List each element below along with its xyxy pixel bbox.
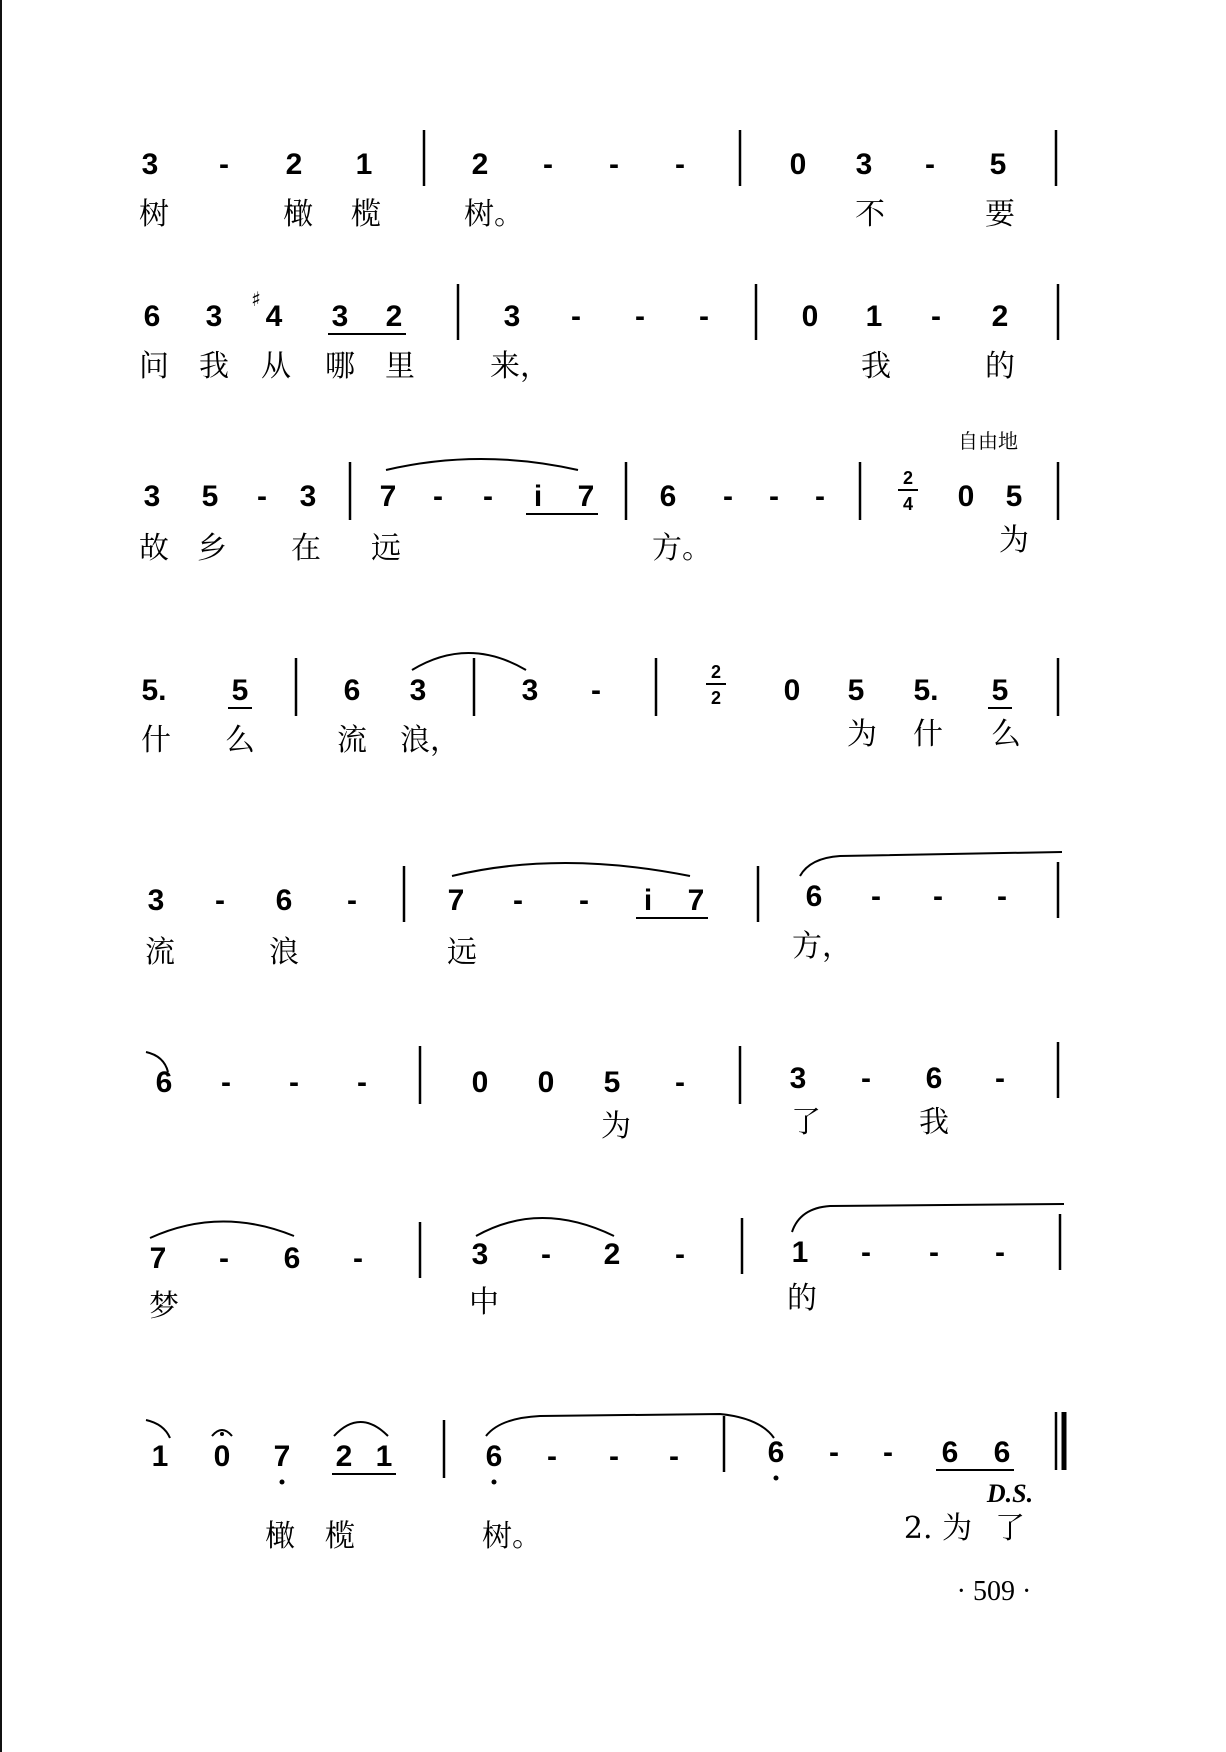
note: 6: [659, 480, 677, 513]
note: 6: [143, 300, 161, 333]
note: -: [609, 148, 619, 181]
lyric: 中: [469, 1285, 499, 1320]
lyric: 橄: [265, 1519, 295, 1554]
note: 3: [789, 1062, 807, 1095]
note: 5: [231, 674, 249, 707]
note: -: [353, 1242, 363, 1275]
note: -: [219, 148, 229, 181]
note: -: [675, 1066, 685, 1099]
note: 3: [855, 148, 873, 181]
note: 3: [521, 674, 539, 707]
slur: [334, 1422, 388, 1436]
sharp-sign: ♯: [251, 287, 261, 311]
lyric: 流: [337, 723, 367, 758]
lyric: 为: [999, 523, 1029, 558]
lyric: 我: [861, 349, 891, 384]
note: -: [883, 1436, 893, 1469]
note: -: [543, 148, 553, 181]
tie: [800, 852, 1062, 876]
lyric: 树。: [482, 1519, 542, 1554]
lyric: 的: [787, 1281, 817, 1316]
note: -: [433, 480, 443, 513]
note: 2: [471, 148, 489, 181]
lyric: 问: [139, 349, 169, 384]
note: 3: [147, 884, 165, 917]
lyric: 来，: [490, 349, 550, 384]
lyric: 里: [385, 349, 415, 384]
note: 2: [603, 1238, 621, 1271]
tie: [486, 1414, 774, 1438]
note: 1: [151, 1440, 169, 1473]
note: 0: [537, 1066, 555, 1099]
tie: [412, 653, 526, 670]
slur: [150, 1221, 294, 1238]
note: -: [861, 1236, 871, 1269]
note: 4: [265, 300, 283, 333]
lyric: 不: [855, 197, 885, 232]
tempo-marking: 自由地: [958, 429, 1018, 453]
note: 6: [343, 674, 361, 707]
lyric: 我: [199, 349, 229, 384]
note: 6: [925, 1062, 943, 1095]
note: -: [995, 1236, 1005, 1269]
note: -: [861, 1062, 871, 1095]
note: -: [257, 480, 267, 513]
system-7: [149, 1204, 1064, 1324]
lyric: 乡: [197, 531, 227, 566]
note: 3: [503, 300, 521, 333]
note: -: [669, 1440, 679, 1473]
system-6: [146, 1042, 1058, 1144]
lyric: 榄: [325, 1519, 355, 1554]
lyric: 要: [985, 197, 1015, 232]
system-1: [139, 130, 1056, 232]
note: 3: [205, 300, 223, 333]
note: 5: [603, 1066, 621, 1099]
note: 7: [273, 1440, 291, 1473]
note: 3: [299, 480, 317, 513]
note: 1: [865, 300, 883, 333]
time-signature-bottom: 4: [902, 494, 914, 514]
note: -: [829, 1436, 839, 1469]
note: -: [357, 1066, 367, 1099]
lyric: 树。: [464, 197, 524, 232]
note: 3: [409, 674, 427, 707]
tie-end: [146, 1420, 170, 1438]
time-signature-bottom: 2: [710, 688, 722, 708]
note: -: [675, 1238, 685, 1271]
note: 2: [991, 300, 1009, 333]
note: 0: [957, 480, 975, 513]
note: 5: [201, 480, 219, 513]
lyric: 在: [291, 531, 321, 566]
note: 2: [285, 148, 303, 181]
time-signature-top: 2: [902, 468, 914, 488]
slur: [386, 459, 578, 470]
note: -: [289, 1066, 299, 1099]
note: 3: [331, 300, 349, 333]
lyric: 橄: [283, 197, 313, 232]
system-8: [146, 1412, 1064, 1554]
note: -: [933, 880, 943, 913]
note: -: [347, 884, 357, 917]
note: -: [513, 884, 523, 917]
lyric: 了: [791, 1105, 821, 1140]
note: 7: [447, 884, 465, 917]
lyric: 我: [919, 1105, 949, 1140]
system-3: [139, 429, 1058, 566]
note: 3: [141, 148, 159, 181]
note: -: [871, 880, 881, 913]
note: 7: [687, 884, 705, 917]
lyric: 为: [601, 1109, 631, 1144]
lyric: 远: [447, 935, 477, 970]
note: -: [769, 480, 779, 513]
note: 5.: [913, 674, 939, 707]
note: 2: [385, 300, 403, 333]
note: 2: [335, 1440, 353, 1473]
lyric: 故: [139, 531, 169, 566]
system-4: [141, 653, 1058, 758]
note: i: [643, 884, 653, 917]
lyric: 2. 为: [903, 1511, 973, 1546]
note: 6: [275, 884, 293, 917]
note: 6: [155, 1066, 173, 1099]
note: 6: [941, 1436, 959, 1469]
lower-octave-dot: [492, 1480, 497, 1485]
note: 6: [485, 1440, 503, 1473]
note: -: [995, 1062, 1005, 1095]
note: 7: [149, 1242, 167, 1275]
lyric: 什: [141, 723, 171, 758]
note: -: [541, 1238, 551, 1271]
note: 6: [767, 1436, 785, 1469]
lyric: 么: [991, 717, 1021, 752]
lyric: 流: [145, 935, 175, 970]
tie: [792, 1204, 1064, 1232]
note: -: [571, 300, 581, 333]
lyric: 的: [985, 349, 1015, 384]
lyric: 哪: [325, 349, 355, 384]
note: -: [925, 148, 935, 181]
lyric: 榄: [351, 197, 381, 232]
note: -: [675, 148, 685, 181]
note: -: [609, 1440, 619, 1473]
note: -: [579, 884, 589, 917]
lyric: 梦: [149, 1289, 179, 1324]
slur: [452, 863, 690, 876]
lyric: 浪，: [400, 723, 460, 758]
system-5: [145, 852, 1062, 970]
note: -: [723, 480, 733, 513]
lyric: 方，: [792, 929, 852, 964]
note: 0: [801, 300, 819, 333]
note: 0: [213, 1440, 231, 1473]
note: 6: [805, 880, 823, 913]
note: 1: [355, 148, 373, 181]
note: 5: [989, 148, 1007, 181]
lyric: 方。: [652, 531, 712, 566]
lower-octave-dot: [774, 1476, 779, 1481]
note: -: [931, 300, 941, 333]
slur: [476, 1218, 614, 1236]
lower-octave-dot: [280, 1480, 285, 1485]
note: 0: [471, 1066, 489, 1099]
note: i: [533, 480, 543, 513]
note: 5.: [141, 674, 167, 707]
note: 1: [375, 1440, 393, 1473]
note: 7: [577, 480, 595, 513]
note: 0: [789, 148, 807, 181]
note: 3: [143, 480, 161, 513]
note: -: [699, 300, 709, 333]
note: 7: [379, 480, 397, 513]
note: -: [547, 1440, 557, 1473]
note: -: [997, 880, 1007, 913]
note: 5: [847, 674, 865, 707]
note: 5: [1005, 480, 1023, 513]
system-2: [139, 284, 1058, 384]
note: 6: [283, 1242, 301, 1275]
note: 6: [993, 1436, 1011, 1469]
note: -: [215, 884, 225, 917]
note: -: [221, 1066, 231, 1099]
lyric: 了: [995, 1511, 1025, 1546]
fermata-dot: [220, 1432, 224, 1436]
note: -: [591, 674, 601, 707]
lyric: 为: [847, 717, 877, 752]
note: -: [929, 1236, 939, 1269]
note: 5: [991, 674, 1009, 707]
note: -: [635, 300, 645, 333]
time-signature-top: 2: [710, 662, 722, 682]
lyric: 从: [261, 349, 291, 384]
lyric: 远: [371, 531, 401, 566]
lyric: 浪: [269, 935, 299, 970]
note: -: [219, 1242, 229, 1275]
dal-segno-marking: D.S.: [986, 1479, 1034, 1508]
lyric: 什: [913, 717, 943, 752]
note: -: [815, 480, 825, 513]
note: -: [483, 480, 493, 513]
note: 3: [471, 1238, 489, 1271]
lyric: 么: [225, 723, 255, 758]
note: 0: [783, 674, 801, 707]
note: 1: [791, 1236, 809, 1269]
lyric: 树: [139, 197, 169, 232]
page-number: · 509 ·: [956, 1576, 1032, 1607]
